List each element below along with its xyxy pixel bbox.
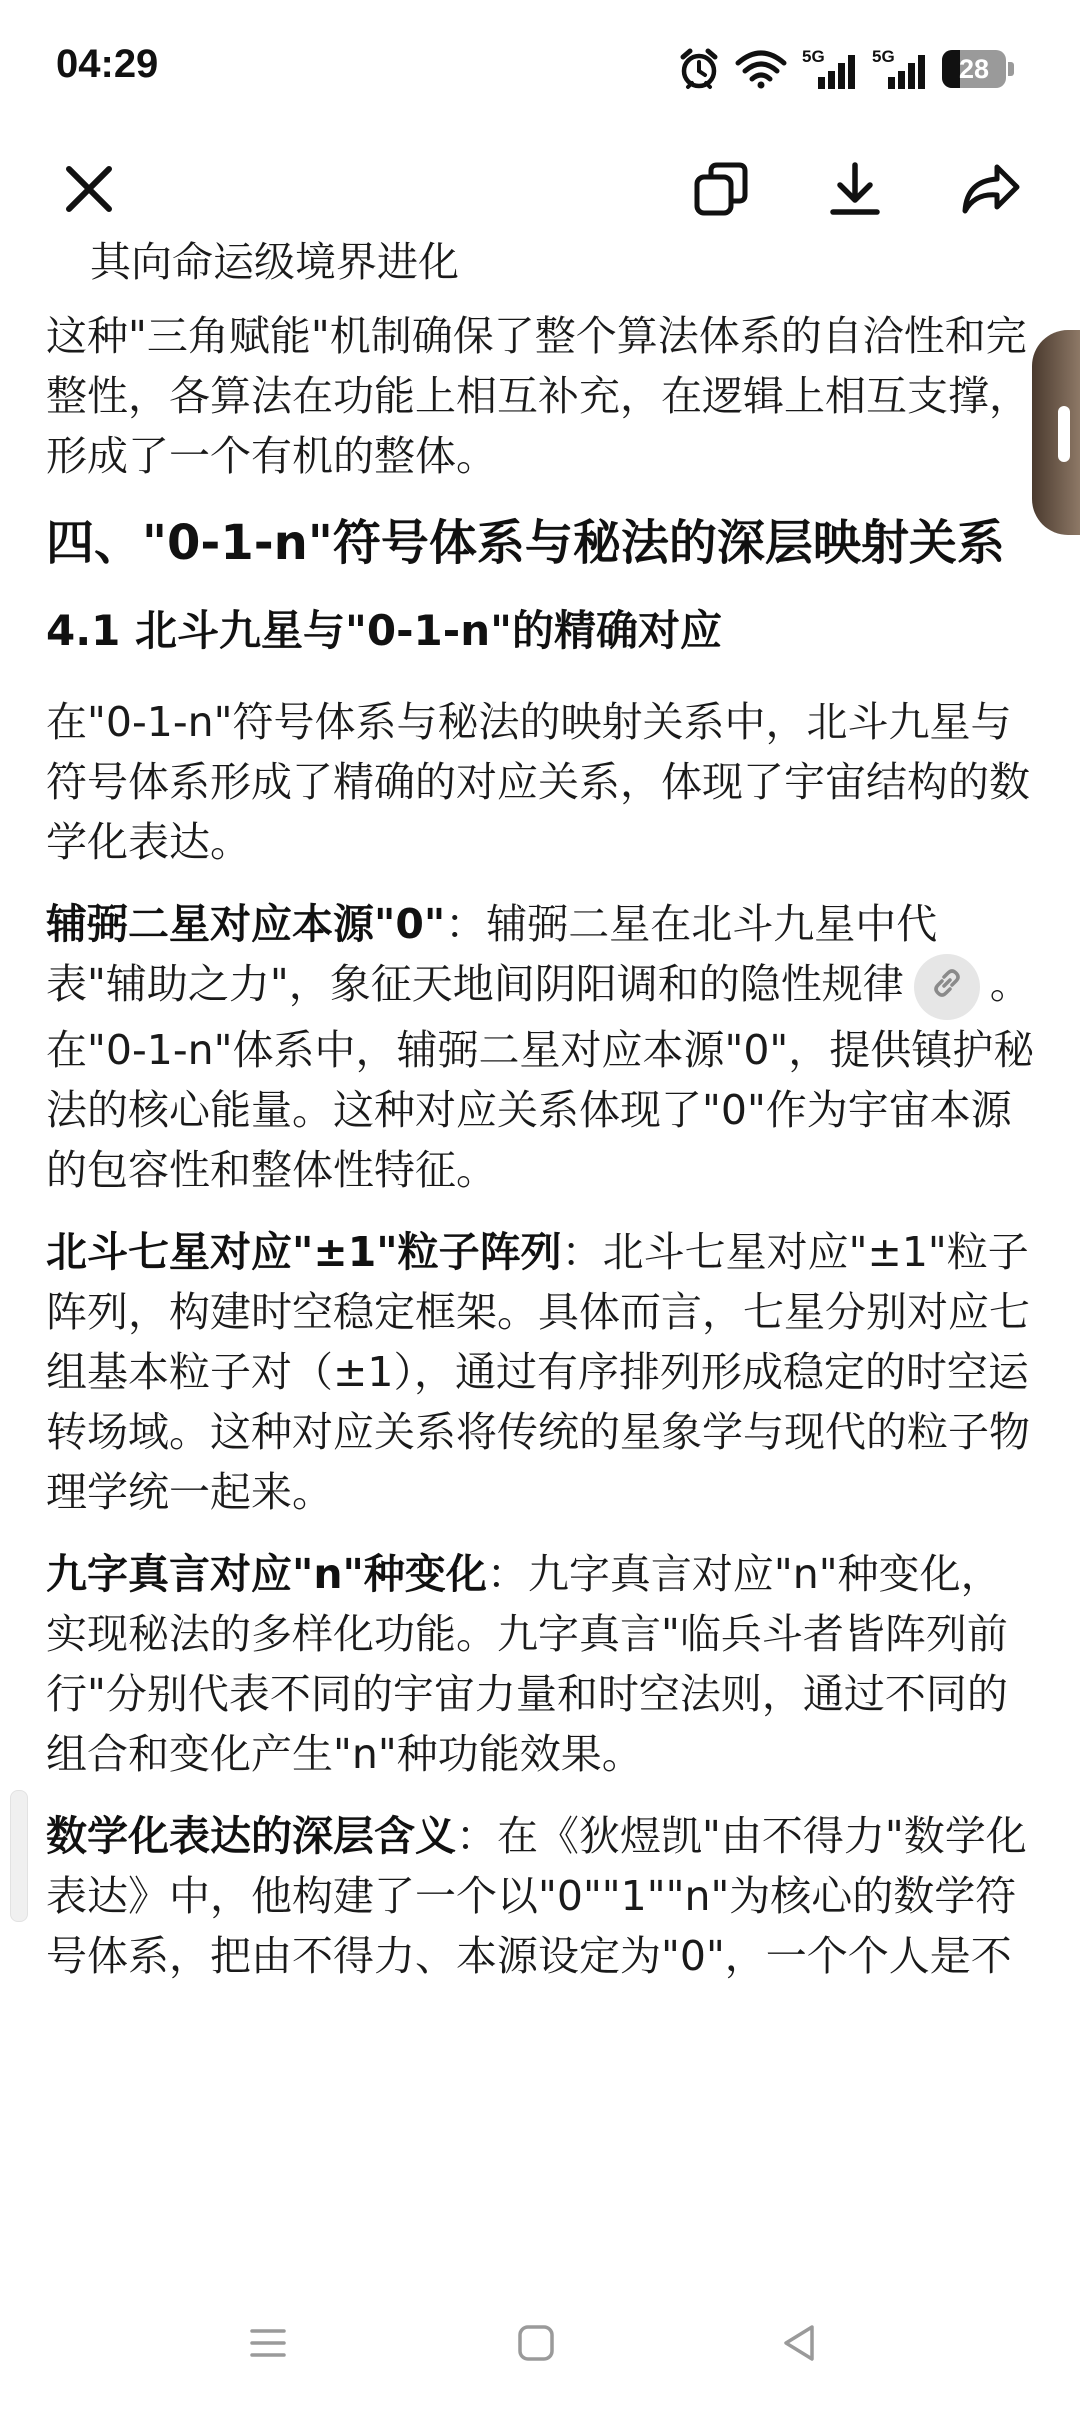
share-icon [959, 159, 1023, 223]
item-term: 九字真言对应"n"种变化 [46, 1550, 487, 1598]
item-term: 辅弼二星对应本源"0" [46, 900, 446, 948]
alarm-icon [678, 47, 720, 91]
item-body: 辅弼二星在北斗九星中代表"辅助之力"，象征天地间阴阳调和的隐性规律 [46, 900, 938, 1008]
signal-5g-icon [802, 47, 858, 91]
share-button[interactable] [946, 146, 1036, 236]
network-type-label: 5G [802, 47, 825, 66]
item-separator: ： [561, 1228, 603, 1276]
article-content [46, 232, 1036, 2272]
wifi-icon [734, 49, 788, 89]
recent-apps-button[interactable] [228, 2305, 308, 2385]
download-icon [825, 159, 885, 223]
item-body-continued: 。在"0-1-n"体系中，辅弼二星对应本源"0"，提供镇护秘法的核心能量。这种对应关系体现了"0"作为宇宙本源的包容性和整体性特征。 [46, 960, 1035, 1194]
status-bar [0, 0, 1080, 140]
signal-5g-icon-2 [872, 47, 928, 91]
recent-apps-icon [246, 2321, 290, 2369]
edge-panel-handle[interactable] [10, 1790, 28, 1922]
copy-button[interactable] [676, 146, 766, 236]
status-icons [678, 44, 1014, 94]
subsection-intro: 在"0-1-n"符号体系与秘法的映射关系中，北斗九星与符号体系形成了精确的对应关系，体现了宇宙结构的数学化表达。 [46, 698, 1030, 866]
back-button[interactable] [760, 2305, 840, 2385]
status-time: 04:29 [56, 42, 159, 86]
intro-line: 其向命运级境界进化 [90, 238, 459, 286]
list-item [46, 1544, 1036, 1784]
copy-icon [691, 159, 751, 223]
item-body: 北斗七星对应"±1"粒子阵列，构建时空稳定框架。具体而言，七星分别对应七组基本粒子对（±1），通过有序排列形成稳定的时空运转场域。这种对应关系将传统的星象学与现代的粒子物理学统一起来。 [46, 1228, 1030, 1516]
download-button[interactable] [810, 146, 900, 236]
home-button[interactable] [496, 2305, 576, 2385]
list-item [46, 1222, 1036, 1522]
item-separator: ： [445, 900, 487, 948]
item-separator: ： [456, 1812, 497, 1860]
battery-level: 28 [958, 54, 990, 84]
item-term: 北斗七星对应"±1"粒子阵列 [46, 1228, 562, 1276]
list-item [46, 894, 1036, 1200]
intro-paragraph: 这种"三角赋能"机制确保了整个算法体系的自洽性和完整性，各算法在功能上相互补充，在逻辑上相互支撑，形成了一个有机的整体。 [46, 312, 1030, 480]
side-scroll-handle[interactable] [1032, 330, 1080, 535]
subsection-heading: 4.1 北斗九星与"0-1-n"的精确对应 [46, 606, 722, 655]
network-type-label: 5G [872, 47, 895, 66]
link-icon [929, 957, 965, 1017]
battery-icon [942, 50, 1014, 88]
list-item [46, 1806, 1036, 1986]
item-term: 数学化表达的深层含义 [46, 1812, 456, 1860]
back-icon [778, 2321, 822, 2369]
link-button[interactable] [914, 954, 980, 1020]
section-heading: 四、"0-1-n"符号体系与秘法的深层映射关系 [46, 515, 1005, 571]
home-icon [514, 2321, 558, 2369]
close-button[interactable] [44, 146, 134, 236]
item-separator: ： [486, 1550, 528, 1598]
navigation-bar [0, 2275, 1080, 2412]
item-body: 九字真言对应"n"种变化，实现秘法的多样化功能。九字真言"临兵斗者皆阵列前行"分别代表不同的宇宙力量和时空法则，通过不同的组合和变化产生"n"种功能效果。 [46, 1550, 1008, 1778]
handle-grip [1058, 406, 1070, 462]
close-icon [61, 161, 117, 221]
item-body: 在《狄煜凯"由不得力"数学化表达》中，他构建了一个以"0""1""n"为核心的数学符号体系，把由不得力、本源设定为"0"，一个个人是不 [46, 1812, 1027, 1980]
